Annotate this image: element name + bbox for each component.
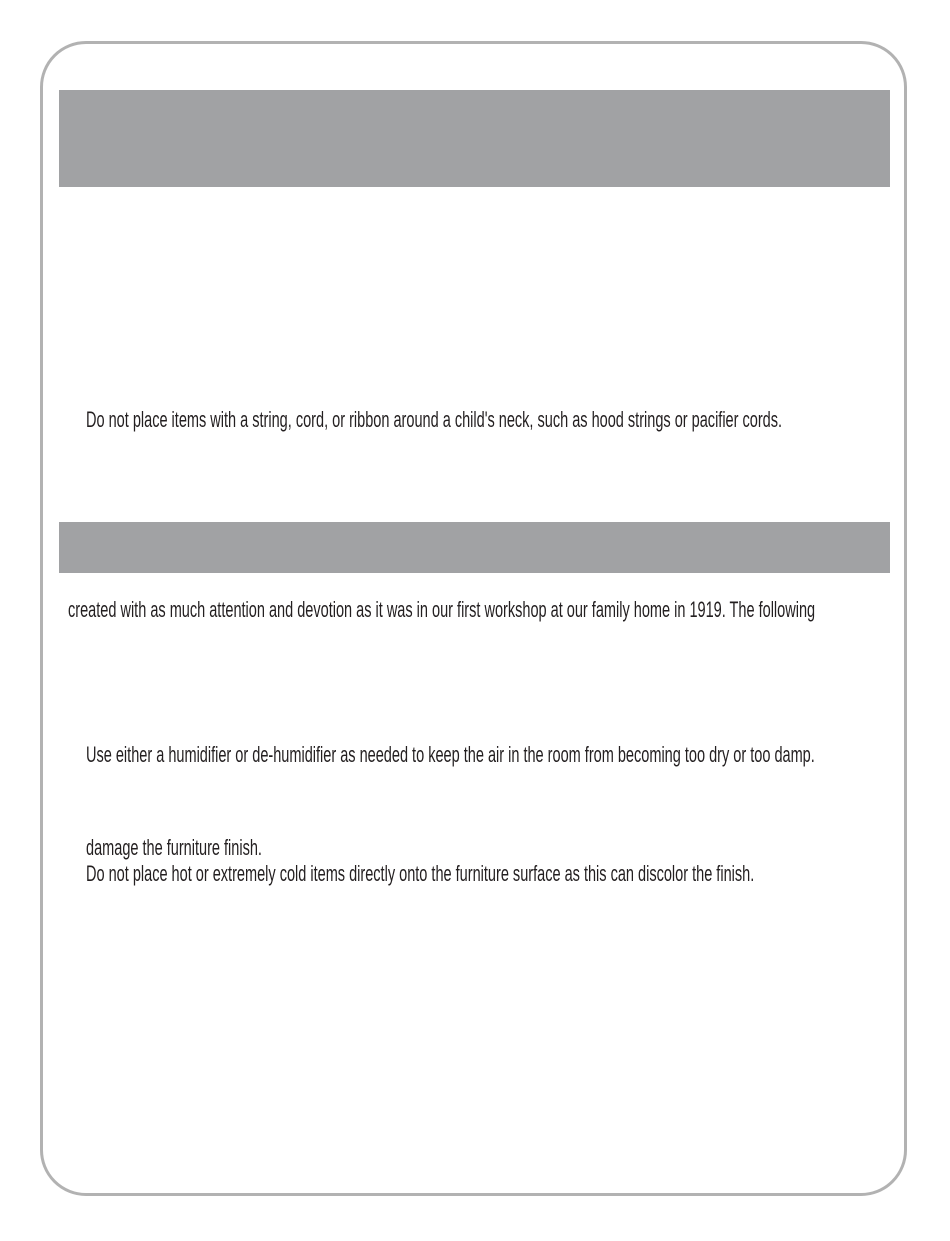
finish-care-text-line-1: damage the furniture finish.: [86, 835, 262, 860]
heritage-text: created with as much attention and devotion as it was in our first workshop at our family home in 1919. The following: [68, 597, 816, 622]
warning-text-child-neck: Do not place items with a string, cord, or ribbon around a child's neck, such as hood strings or pacifier cords.: [86, 407, 783, 432]
humidifier-care-text: Use either a humidifier or de-humidifier as needed to keep the air in the room from becoming too dry or too damp.: [86, 742, 815, 767]
finish-care-text-block: [86, 835, 754, 887]
section-header-bar-middle: [59, 522, 890, 573]
finish-care-text-line-2: Do not place hot or extremely cold items directly onto the furniture surface as this can discolor the finish.: [86, 861, 755, 886]
section-header-bar-top: [59, 90, 890, 187]
